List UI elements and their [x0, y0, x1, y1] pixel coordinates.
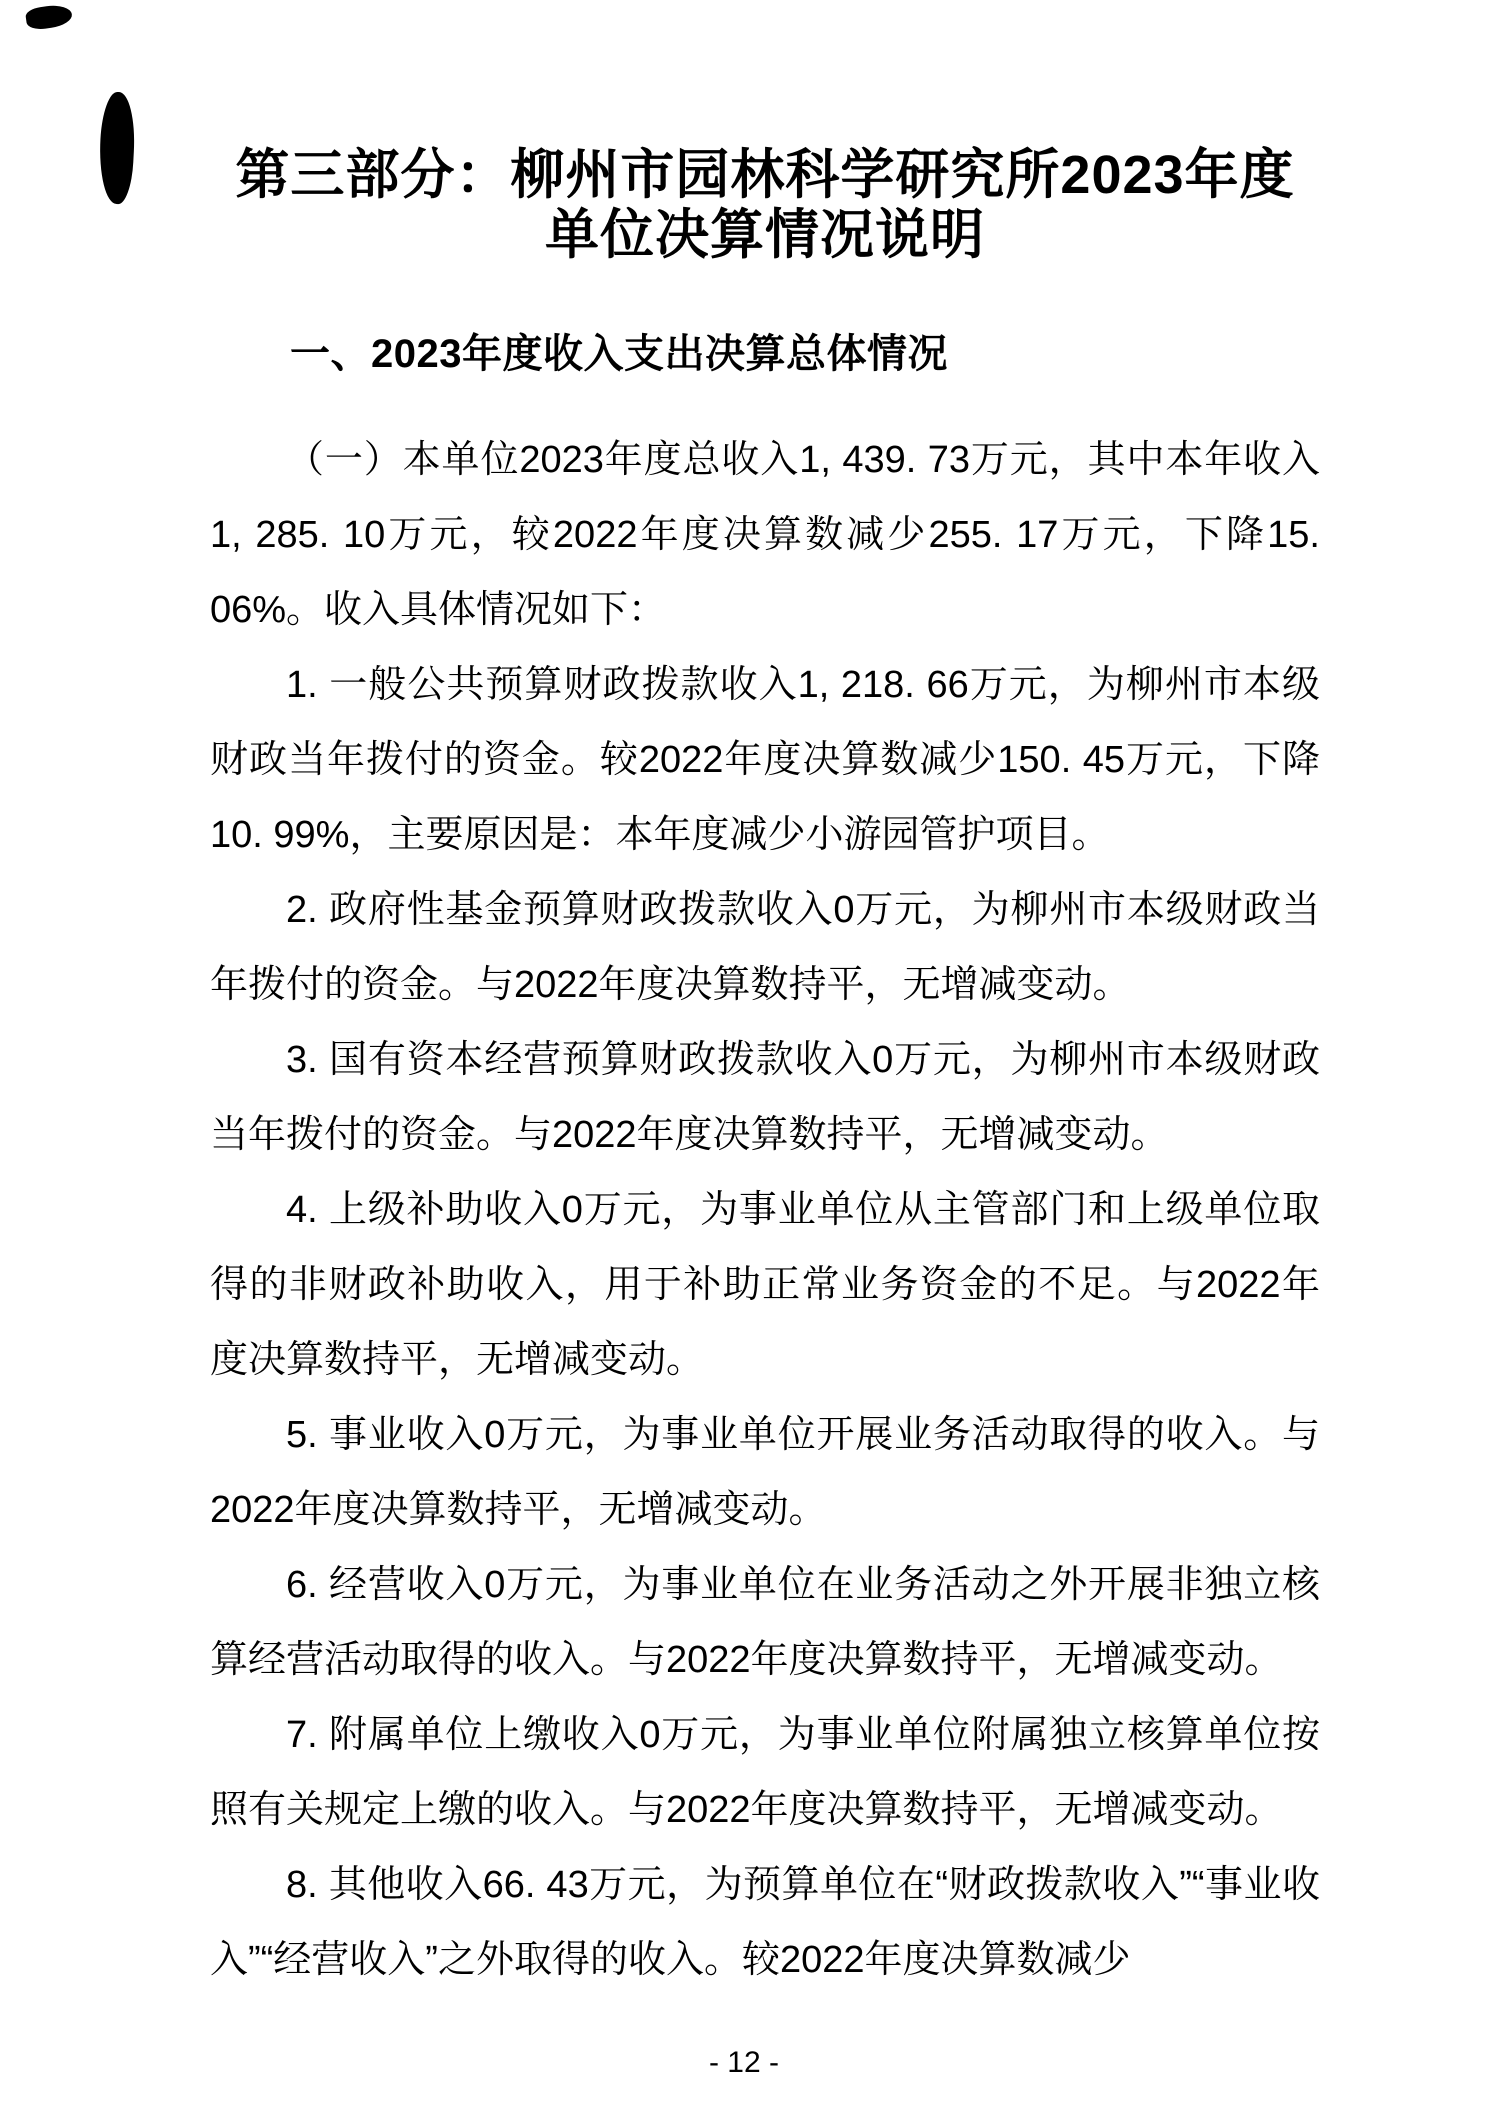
paragraph-item-1: 1. 一般公共预算财政拨款收入1, 218. 66万元，为柳州市本级财政当年拨付的资金。较2022年度决算数减少150. 45万元，下降10. 99%，主要原因是：本年度减少小游园管护项目。 — [210, 664, 1320, 856]
document-title — [210, 145, 1320, 265]
scan-artifact-mark — [25, 3, 74, 31]
paragraph-item-4: 4. 上级补助收入0万元，为事业单位从主管部门和上级单位取得的非财政补助收入，用于补助正常业务资金的不足。与2022年度决算数持平，无增减变动。 — [210, 1189, 1320, 1381]
section-heading: 一、2023年度收入支出决算总体情况 — [290, 332, 948, 376]
paragraph-item-5: 5. 事业收入0万元，为事业单位开展业务活动取得的收入。与2022年度决算数持平，无增减变动。 — [210, 1414, 1320, 1531]
page-number: - 12 - — [708, 2046, 780, 2079]
paragraph-item-3: 3. 国有资本经营预算财政拨款收入0万元，为柳州市本级财政当年拨付的资金。与2022年度决算数持平，无增减变动。 — [210, 1039, 1320, 1156]
document-title-line-1: 第三部分：柳州市园林科学研究所2023年度 — [235, 145, 1295, 205]
paragraph-item-2: 2. 政府性基金预算财政拨款收入0万元，为柳州市本级财政当年拨付的资金。与2022年度决算数持平，无增减变动。 — [210, 889, 1320, 1006]
scan-artifact-mark — [97, 91, 137, 205]
paragraph-item-6: 6. 经营收入0万元，为事业单位在业务活动之外开展非独立核算经营活动取得的收入。与2022年度决算数持平，无增减变动。 — [210, 1564, 1320, 1681]
document-title-line-2: 单位决算情况说明 — [545, 205, 985, 265]
document-body — [210, 423, 1320, 1998]
paragraph-item-8: 8. 其他收入66. 43万元，为预算单位在“财政拨款收入”“事业收入”“经营收入”之外取得的收入。较2022年度决算数减少 — [210, 1864, 1320, 1981]
paragraph-item-7: 7. 附属单位上缴收入0万元，为事业单位附属独立核算单位按照有关规定上缴的收入。与2022年度决算数持平，无增减变动。 — [210, 1714, 1320, 1831]
paragraph-overview: （一）本单位2023年度总收入1, 439. 73万元，其中本年收入1, 285. 10万元，较2022年度决算数减少255. 17万元，下降15. 06%。收入具体情况如下： — [210, 439, 1320, 631]
